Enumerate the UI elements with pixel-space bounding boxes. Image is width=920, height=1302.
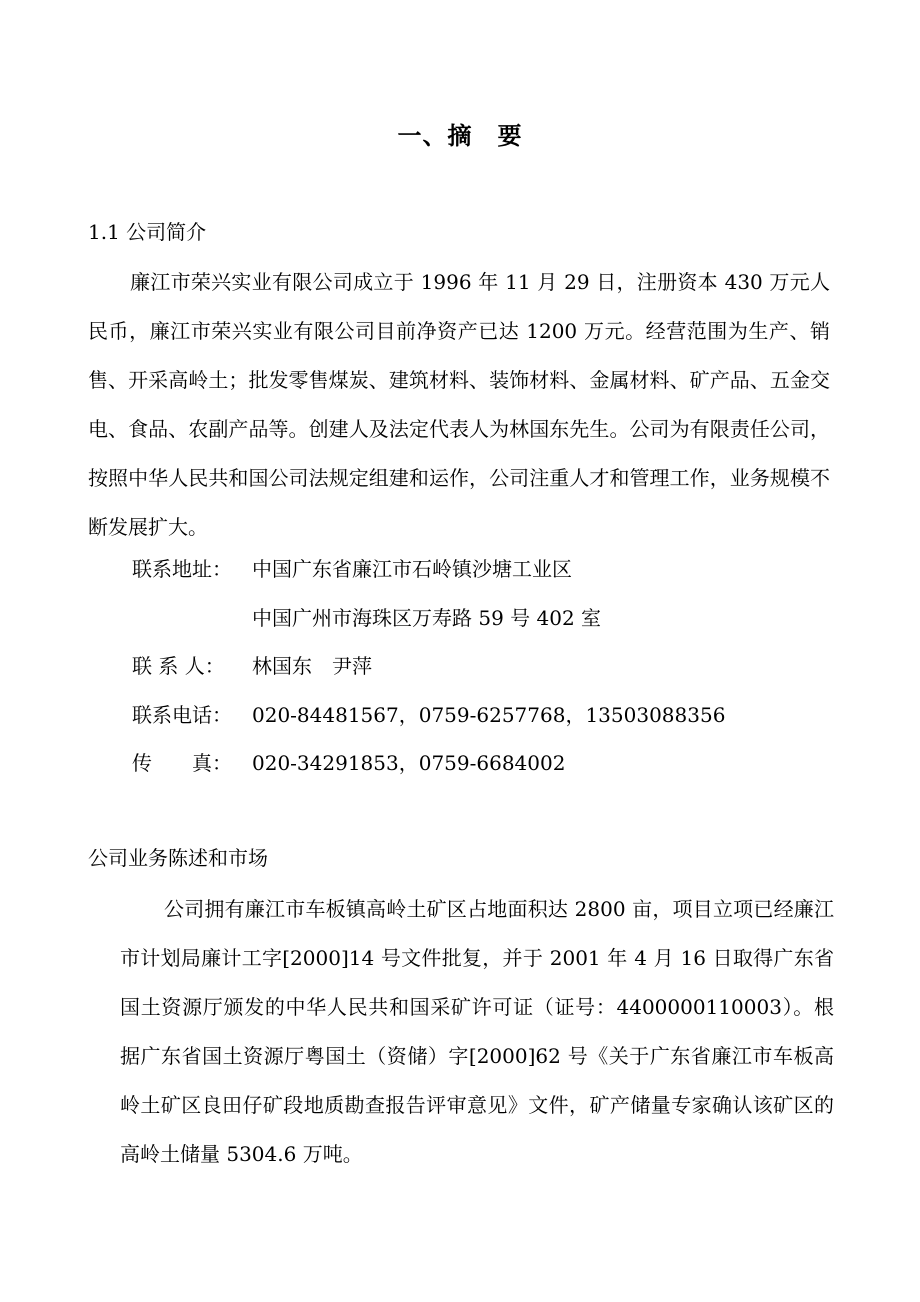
section-heading-business-market: 公司业务陈述和市场 (88, 846, 268, 870)
phone-value: 020-84481567，0759-6257768，13503088356 (252, 703, 726, 727)
fax-value: 020-34291853，0759-6684002 (252, 751, 566, 775)
contact-person-label: 联 系 人： (132, 654, 225, 678)
page-title: 一、摘 要 (397, 121, 523, 150)
contact-address-row (132, 553, 572, 585)
contact-fax-row (132, 747, 565, 779)
address-line-1: 中国广东省廉江市石岭镇沙塘工业区 (252, 557, 572, 581)
phone-label: 联系电话： (132, 703, 232, 727)
fax-label: 传 真： (132, 751, 232, 775)
business-market-paragraph: 公司拥有廉江市车板镇高岭土矿区占地面积达 2800 亩，项目立项已经廉江市计划局廉计工字[2000]14 号文件批复，并于 2001 年 4 月 16 日取得广东省国土资源厅颁发的中华人民共和国采矿许可证（证号：4400000110003）。根据广东省国土资源厅粤国土（资储）字[2000]62 号《关于广东省廉江市车板高岭土矿区良田仔矿段地质勘查报告评审意见》文件，矿产储量专家确认该矿区的高岭土储量 5304.6 万吨。 (120, 897, 834, 1166)
section-heading-company-profile: 1.1 公司简介 (88, 220, 207, 244)
contact-person-value: 林国东 尹萍 (252, 654, 372, 678)
contact-person-row (132, 650, 372, 682)
address-label: 联系地址： (132, 557, 232, 581)
contact-address-row-2 (132, 602, 601, 634)
contact-phone-row (132, 699, 725, 731)
address-line-2: 中国广州市海珠区万寿路 59 号 402 室 (252, 606, 602, 630)
company-profile-paragraph: 廉江市荣兴实业有限公司成立于 1996 年 11 月 29 日，注册资本 430 万元人民币，廉江市荣兴实业有限公司目前净资产已达 1200 万元。经营范围为生产、销售、开采高岭土；批发零售煤炭、建筑材料、装饰材料、金属材料、矿产品、五金交电、食品、农副产品等。创建人及法定代表人为林国东先生。公司为有限责任公司，按照中华人民共和国公司法规定组建和运作，公司注重人才和管理工作，业务规模不断发展扩大。 (88, 270, 830, 539)
